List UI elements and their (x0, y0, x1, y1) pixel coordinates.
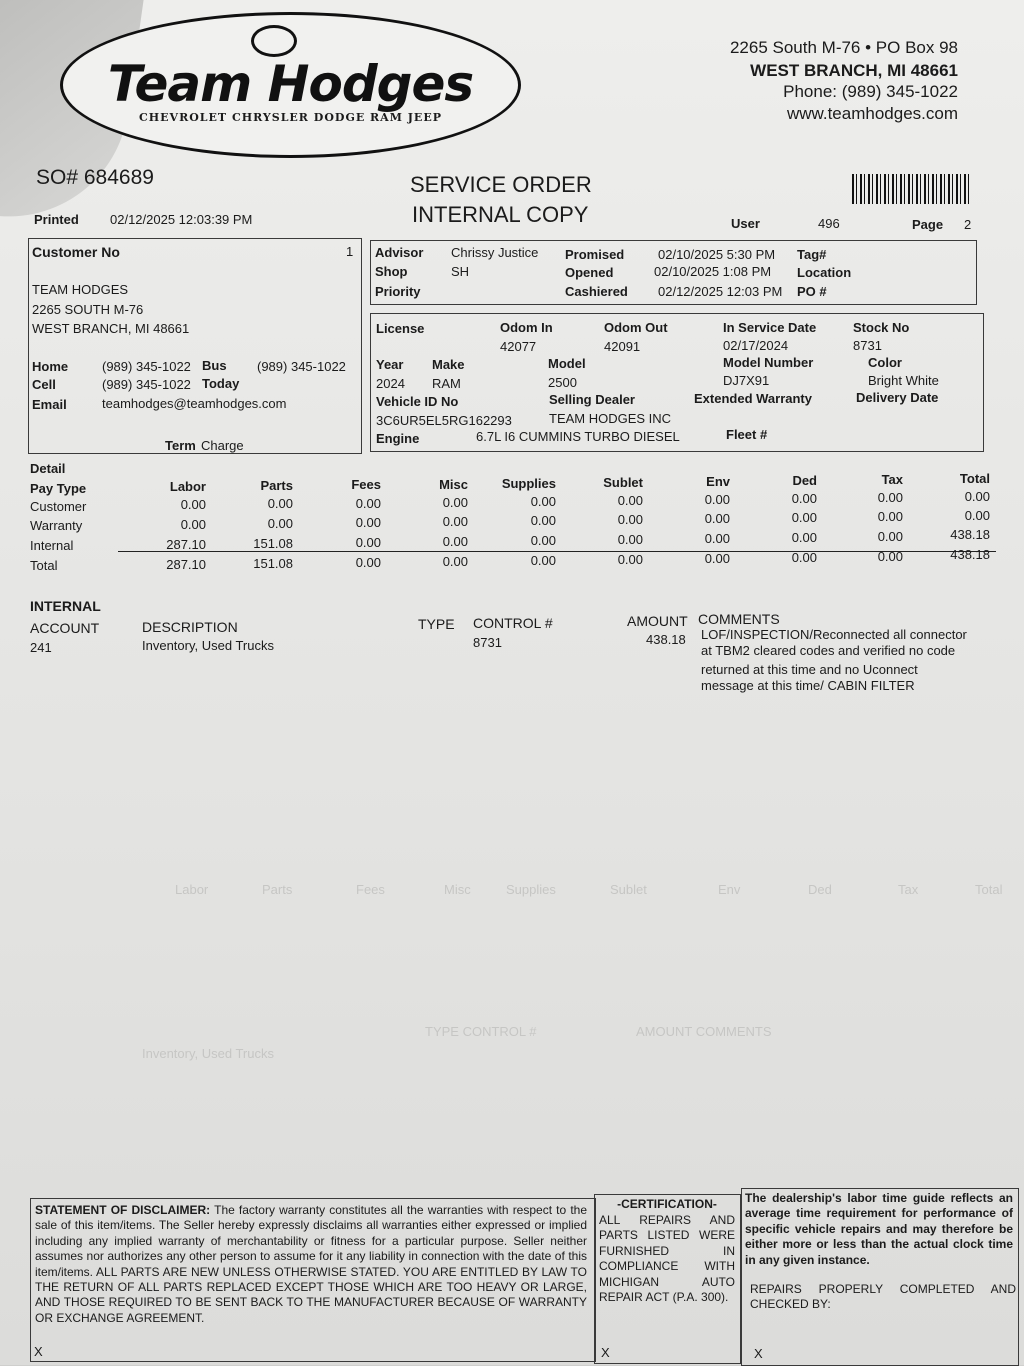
cell-customer-total: 0.00 (964, 489, 990, 504)
comment-line: LOF/INSPECTION/Reconnected all connector (701, 627, 967, 642)
customer-no-label: Customer No (32, 244, 120, 260)
opened-value: 02/10/2025 1:08 PM (654, 264, 772, 279)
license-label: License (376, 321, 425, 336)
so-number: SO# 684689 (36, 166, 154, 189)
stock-no-value: 8731 (853, 338, 882, 353)
customer-box (28, 238, 362, 454)
model-number-label: Model Number (723, 355, 814, 370)
engine-label: Engine (376, 431, 420, 446)
odom-in-value: 42077 (500, 339, 537, 354)
cell-warranty-env: 0.00 (704, 511, 730, 526)
cell-total-misc: 0.00 (442, 554, 468, 569)
cell-total-supplies: 0.00 (530, 553, 556, 568)
comment-line: at TBM2 cleared codes and verified no code (701, 643, 956, 658)
internal-heading: INTERNAL (30, 598, 101, 614)
ghost-col-ded: Ded (808, 882, 832, 897)
make-label: Make (432, 357, 465, 372)
cell-customer-ded: 0.00 (791, 491, 817, 506)
comment-line: returned at this time and no Uconnect (701, 662, 918, 677)
cell-customer-parts: 0.00 (267, 496, 293, 511)
cashiered-value: 02/12/2025 12:03 PM (658, 284, 783, 299)
cell-internal-labor: 287.10 (166, 537, 206, 552)
type-label: TYPE (418, 616, 455, 632)
logo-brands: CHEVROLET CHRYSLER DODGE RAM JEEP (139, 111, 442, 124)
cell-warranty-misc: 0.00 (442, 514, 468, 529)
ghost-description: Inventory, Used Trucks (142, 1046, 274, 1061)
promised-label: Promised (565, 247, 625, 262)
account-value: 241 (30, 640, 52, 655)
cell-warranty-ded: 0.00 (791, 510, 817, 525)
col-ded: Ded (792, 473, 817, 488)
row-label-warranty: Warranty (30, 518, 83, 533)
description-label: DESCRIPTION (142, 619, 238, 635)
amount-value: 438.18 (646, 632, 686, 647)
promised-value: 02/10/2025 5:30 PM (658, 247, 776, 262)
cell-label: Cell (32, 377, 56, 392)
title-internal-copy: INTERNAL COPY (412, 202, 589, 227)
cell-total-ded: 0.00 (791, 550, 817, 565)
odom-in-label: Odom In (500, 320, 553, 335)
today-label: Today (202, 376, 240, 391)
dealer-address-line2: WEST BRANCH, MI 48661 (750, 61, 958, 80)
cell-total-parts: 151.08 (253, 556, 293, 571)
shop-value: SH (451, 264, 470, 279)
dealer-phone: Phone: (989) 345-1022 (783, 82, 958, 101)
col-sublet: Sublet (603, 475, 643, 490)
checked-by-sign-x: X (754, 1346, 763, 1361)
email-label: Email (32, 397, 67, 412)
control-label: CONTROL # (473, 615, 553, 631)
page-value: 2 (964, 217, 972, 232)
certification-text: ALL REPAIRS AND PARTS LISTED WERE FURNISHED IN COMPLIANCE WITH MICHIGAN AUTO REPAIR ACT (P.A. 300). (599, 1213, 735, 1305)
cell-warranty-tax: 0.00 (877, 509, 903, 524)
selling-dealer-value: TEAM HODGES INC (549, 411, 672, 426)
cell-customer-fees: 0.00 (355, 496, 381, 511)
col-total: Total (959, 471, 990, 486)
cell-total-fees: 0.00 (355, 555, 381, 570)
col-parts: Parts (260, 478, 293, 493)
ghost-col-labor: Labor (175, 882, 209, 897)
comment-line: message at this time/ CABIN FILTER (701, 678, 915, 693)
cell-internal-ded: 0.00 (791, 530, 817, 545)
dealer-website: www.teamhodges.com (786, 104, 958, 123)
disclaimer-sign-x: X (34, 1344, 43, 1359)
cell-internal-supplies: 0.00 (530, 533, 556, 548)
cell-internal-total: 438.18 (950, 527, 990, 542)
cell-total-env: 0.00 (704, 551, 730, 566)
cell-internal-fees: 0.00 (355, 535, 381, 550)
opened-label: Opened (565, 265, 614, 280)
make-value: RAM (432, 376, 461, 391)
customer-no-value: 1 (346, 244, 354, 259)
ghost-col-total: Total (975, 882, 1003, 897)
year-label: Year (376, 357, 404, 372)
comments-label: COMMENTS (698, 611, 780, 627)
row-label-customer: Customer (30, 499, 87, 514)
customer-street: 2265 SOUTH M-76 (32, 302, 144, 317)
location-label: Location (797, 265, 852, 280)
year-value: 2024 (376, 376, 405, 391)
logo-mascot-icon (251, 25, 297, 57)
customer-city: WEST BRANCH, MI 48661 (32, 321, 190, 336)
cell-total-total: 438.18 (950, 547, 990, 562)
cashiered-label: Cashiered (565, 284, 628, 299)
vin-label: Vehicle ID No (376, 394, 459, 409)
cell-internal-sublet: 0.00 (617, 532, 643, 547)
stock-no-label: Stock No (853, 320, 910, 335)
cell-customer-env: 0.00 (704, 492, 730, 507)
user-value: 496 (818, 216, 840, 231)
account-label: ACCOUNT (30, 620, 100, 636)
email-value: teamhodges@teamhodges.com (102, 396, 287, 411)
tag-label: Tag# (797, 247, 827, 262)
disclaimer-title: STATEMENT OF DISCLAIMER: (35, 1203, 211, 1217)
extended-warranty-label: Extended Warranty (694, 391, 812, 406)
shop-label: Shop (375, 264, 408, 279)
ghost-col-fees: Fees (356, 882, 385, 897)
ghost-amount-comments: AMOUNT COMMENTS (636, 1024, 772, 1039)
printed-value: 02/12/2025 12:03:39 PM (110, 212, 253, 227)
logo-wordmark: Team Hodges (107, 55, 474, 113)
in-service-date-label: In Service Date (723, 320, 817, 335)
col-tax: Tax (881, 472, 903, 487)
ghost-col-misc: Misc (444, 882, 471, 897)
po-label: PO # (797, 284, 827, 299)
col-labor: Labor (169, 479, 206, 494)
cell-warranty-sublet: 0.00 (617, 512, 643, 527)
model-label: Model (548, 356, 586, 371)
advisor-label: Advisor (375, 245, 424, 260)
cell-internal-tax: 0.00 (877, 529, 903, 544)
amount-label: AMOUNT (627, 613, 688, 629)
term-value: Charge (201, 438, 244, 453)
priority-label: Priority (375, 284, 421, 299)
home-value: (989) 345-1022 (102, 359, 191, 374)
col-supplies: Supplies (501, 476, 556, 491)
cell-internal-env: 0.00 (704, 531, 730, 546)
ghost-col-supplies: Supplies (506, 882, 556, 897)
team-hodges-logo (60, 12, 521, 158)
cell-total-labor: 287.10 (166, 557, 206, 572)
customer-name: TEAM HODGES (32, 282, 129, 297)
certification-title: -CERTIFICATION- (617, 1197, 717, 1211)
term-label: Term (165, 438, 196, 453)
delivery-date-label: Delivery Date (856, 390, 939, 405)
cell-customer-tax: 0.00 (877, 490, 903, 505)
color-value: Bright White (868, 373, 939, 388)
cell-total-sublet: 0.00 (617, 552, 643, 567)
title-service-order: SERVICE ORDER (410, 172, 592, 197)
repairs-checked-text: REPAIRS PROPERLY COMPLETED AND CHECKED BY: (750, 1282, 1016, 1312)
row-label-internal: Internal (30, 538, 74, 553)
cell-warranty-fees: 0.00 (355, 515, 381, 530)
cell-customer-misc: 0.00 (442, 495, 468, 510)
page-label: Page (912, 217, 944, 232)
bus-value: (989) 345-1022 (257, 359, 346, 374)
vin-value: 3C6UR5EL5RG162293 (376, 413, 512, 428)
ghost-col-sublet: Sublet (610, 882, 647, 897)
cell-customer-labor: 0.00 (180, 497, 206, 512)
selling-dealer-label: Selling Dealer (549, 392, 635, 407)
description-value: Inventory, Used Trucks (142, 638, 274, 653)
cell-internal-misc: 0.00 (442, 534, 468, 549)
in-service-date-value: 02/17/2024 (723, 338, 789, 353)
cell-internal-parts: 151.08 (253, 536, 293, 551)
cell-customer-supplies: 0.00 (530, 494, 556, 509)
col-pay-type: Pay Type (30, 481, 87, 496)
col-fees: Fees (351, 477, 381, 492)
col-env: Env (706, 474, 730, 489)
cell-value: (989) 345-1022 (102, 377, 191, 392)
home-label: Home (32, 359, 69, 374)
disclaimer-text (35, 1203, 587, 1326)
cell-warranty-labor: 0.00 (180, 517, 206, 532)
cell-total-tax: 0.00 (877, 549, 903, 564)
control-value: 8731 (473, 635, 502, 650)
odom-out-value: 42091 (604, 339, 641, 354)
col-misc: Misc (439, 477, 468, 492)
engine-value: 6.7L I6 CUMMINS TURBO DIESEL (476, 429, 680, 444)
barcode (852, 174, 972, 204)
cell-customer-sublet: 0.00 (617, 493, 643, 508)
model-value: 2500 (548, 375, 577, 390)
user-label: User (731, 216, 760, 231)
cell-warranty-supplies: 0.00 (530, 513, 556, 528)
fleet-label: Fleet # (726, 427, 768, 442)
detail-label: Detail (30, 461, 66, 476)
model-number-value: DJ7X91 (723, 373, 770, 388)
color-label: Color (868, 355, 902, 370)
printed-label: Printed (34, 212, 79, 227)
ghost-col-env: Env (718, 882, 741, 897)
advisor-value: Chrissy Justice (451, 245, 539, 260)
certification-sign-x: X (601, 1345, 610, 1360)
dealer-address-line1: 2265 South M-76 • PO Box 98 (729, 38, 958, 57)
cell-warranty-parts: 0.00 (267, 516, 293, 531)
disclaimer-body: The factory warranty constitutes all the warranties with respect to the sale of this item/items. The Seller hereby expressly disclaims all warranties either expressed or implied including any implied warranty of merchantability or fitness for a particular purpose. Seller neither assumes nor authorizes any other person to assume for it any liability in connection with the date of this item/items. ALL PARTS ARE NEW UNLESS OTHERWISE STATED. YOU ARE ENTITLED BY LAW TO THE RETURN OF ALL PARTS REPLACED EXCEPT THOSE WHICH ARE TOO HEAVY OR LARGE, AND THOSE REQUIRED TO BE SENT BACK TO THE MANUFACTURER BECAUSE OF WARRANTY OR EXCHANGE AGREEMENT. (35, 1203, 588, 1325)
bus-label: Bus (202, 358, 227, 373)
ghost-col-parts: Parts (262, 882, 293, 897)
ghost-type-control: TYPE CONTROL # (425, 1024, 537, 1039)
row-label-total: Total (30, 558, 58, 573)
ghost-col-tax: Tax (898, 882, 919, 897)
cell-warranty-total: 0.00 (964, 508, 990, 523)
labor-guide-text: The dealership's labor time guide reflects an average time requirement for performance of specific vehicle repairs and may therefore be either more or less than the actual clock time in any given instance. (745, 1191, 1013, 1267)
odom-out-label: Odom Out (604, 320, 668, 335)
